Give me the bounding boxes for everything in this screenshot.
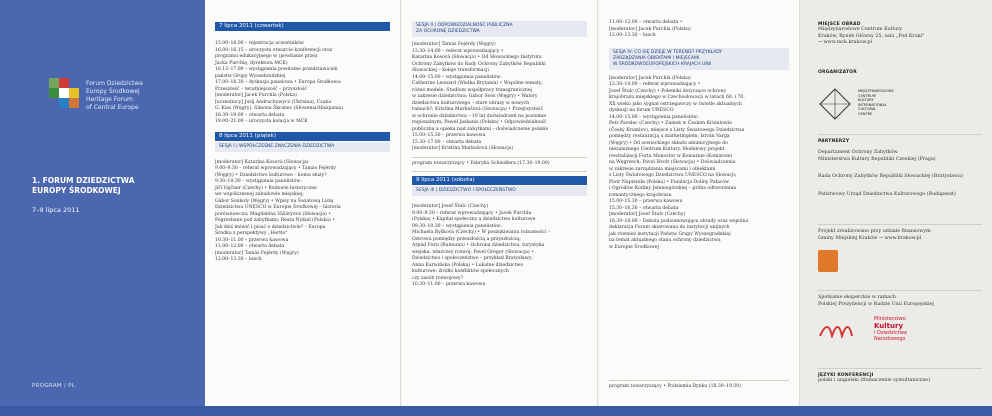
partners-block — [818, 134, 982, 198]
program-line: pomiędzy restauracją a marketingiem; István Varga — [609, 134, 730, 139]
logo-word: CENTRE — [858, 111, 873, 116]
program-line: romantycznego krajobrazu — [609, 192, 672, 198]
program-line: [moderator] Josef Štulc (Czechy) — [609, 212, 686, 217]
krakow-logo-icon — [818, 250, 838, 272]
program-line: kulturowe: źródło konfliktów społecznych — [412, 269, 509, 274]
session-header: SESJA I | WSPÓŁCZESNE ZNACZENIA DZIEDZICTWA — [215, 142, 390, 152]
program-line: Josef Štulc (Czechy) • Polemiki dotyczące ochrony — [609, 88, 727, 94]
program-line: 15.00–16.00 – rejestracja uczestników — [215, 41, 304, 46]
mck-logo — [818, 81, 982, 137]
venue-line: Kraków, Rynek Główny 25, sala „Pod Kruki" — [818, 33, 925, 39]
program-line: 15.00–15.30 – przerwa kawowa — [609, 199, 683, 204]
program-line: Arpád Furu (Rumunia) • Ochrona dziedzictwa, turystyka — [412, 243, 545, 248]
logo-word: CENTRUM — [858, 93, 876, 98]
program-line: rewitalizacji Fortu Monostor w Komarnie (Komárom) — [609, 153, 733, 159]
ministry-logo — [874, 316, 907, 342]
program-line: różne modele. Studium współpracy transgranicznej — [412, 87, 533, 93]
social-program-footer — [609, 376, 789, 391]
program-line: z Listy Światowego Dziedzictwa UNESCO na Słowacji; — [609, 173, 737, 178]
program-column-3 — [599, 0, 800, 416]
logo-line: Heritage Forum — [86, 96, 133, 103]
program-line: [moderator] Tamás Fejérdy (Węgry) — [412, 42, 496, 47]
day-header: 8 lipca 2011 (piątek) — [215, 132, 390, 141]
program-line: 14.00–15.00 – wystąpienia panelistów: — [412, 74, 502, 80]
program-line: Michaela Byšková (Czechy) • W poszukiwaniu tożsamości – — [412, 230, 551, 235]
program-line: jak również instytucji Państw Grupy Wyszegradzkiej — [609, 231, 731, 237]
partner-line: Rada Ochrony Zabytków Republiki Słowackiej (Bratysława) — [818, 174, 963, 180]
day-header: 7 lipca 2011 (czwartek) — [215, 22, 390, 31]
divider — [412, 157, 587, 158]
program-line: 13.30–14.00 – referat wprowadzający • — [412, 48, 504, 54]
venue-line: Międzynarodowe Centrum Kultury — [818, 27, 903, 32]
partner-line: Państwowy Urząd Dziedzictwa Kulturowego (Budapeszt) — [818, 191, 956, 197]
mck-logo-text — [858, 89, 894, 117]
program-line: państw Grupy Wyszehradzkiej — [215, 73, 286, 79]
program-line: 16.15–17.00 – wystąpienia powitalne przedstawicieli — [215, 67, 338, 72]
session2-schedule — [412, 42, 587, 153]
program-line: Jiří Vajčner (Czechy) • Budowle historyczne — [215, 185, 317, 191]
partners-heading: PARTNERZY — [818, 139, 850, 144]
program-line: w Europie Środkowej — [609, 244, 659, 250]
forum-logo — [49, 78, 79, 110]
program-line: Katarína Kosová (Słowacja) • Od Słowackiego Instytutu — [412, 55, 542, 60]
program-line: [moderator] Jacek Purchla (Polska) — [215, 93, 297, 98]
program-line: Anna Karwińska (Polska) • Lokalne dziedzictwo — [412, 262, 524, 268]
program-column-2 — [402, 0, 598, 416]
program-line: 12.00–13.30 – lunch — [609, 33, 656, 38]
program-line: G. Kiss (Węgry), Simona Škrabec (Słowenia/Hiszpania) — [215, 106, 344, 111]
program-line: na temat aktualnego stanu ochrony dziedzictwa — [609, 238, 721, 243]
program-line: porównawcza; Magdaléna Vášáryová (Słowacja) • — [215, 211, 332, 217]
program-line: Dziedzictwa UNESCO w Europie Środkowej – historia — [215, 205, 341, 210]
logo-word: CULTURAL — [858, 107, 877, 112]
event-dates: 7–9 lipca 2011 — [32, 206, 80, 214]
organizer-heading: ORGANIZATOR — [818, 70, 857, 75]
program-line: krajobrazu miejskiego w Czechosłowacji w latach 60. i 70. — [609, 95, 745, 100]
ministry-line: i Dziedzictwa — [874, 330, 907, 337]
title-line: 1. FORUM DZIEDZICTWA — [32, 176, 135, 185]
program-line: 13.30–14.00 – referat wprowadzający • — [609, 82, 701, 87]
session-line: ZA OCHRONĘ DZIEDZICTWA — [416, 29, 480, 34]
program-line: deklaracja Forum skierowana do instytucji unijnych — [609, 225, 730, 230]
program-line: (Węgry) • Dziedzictwo kulturowe – komu służy? — [215, 172, 327, 178]
mck-logo-icon — [818, 87, 852, 121]
program-line: Gábor Sonkoly (Węgry) • Wpisy na Światową Listę — [215, 198, 334, 204]
day-header: 9 lipca 2011 (sobota) — [412, 176, 587, 185]
program-line: 19.00–21.00 – uroczysta kolacja w MCK — [215, 119, 308, 124]
session-header — [609, 48, 789, 70]
partner-line: Departament Ochrony Zabytków — [818, 150, 898, 155]
program-line: 16.30–18.00 – Debata podsumowująca obrady oraz wspólna — [609, 218, 749, 224]
session-line: ZARZĄDZANIA OBIEKTAMI I MIEJSCAMI — [613, 55, 700, 61]
day1-schedule — [215, 41, 390, 126]
program-line: w ochronie dziedzictwa – 10 lat doświadczeń na poziomie — [412, 113, 547, 119]
divider — [609, 380, 789, 381]
venue-link[interactable]: → www.mck.krakow.pl — [818, 40, 873, 46]
logo-line: of Central Europe — [86, 104, 139, 111]
program-line: Pogrzebane pod zabytkami; Beata Nykiel (Polska) • — [215, 218, 335, 223]
session-line: W ŚRODKOWOEUROPEJSKICH KRAJACH UNII — [613, 61, 712, 67]
program-line: [moderator] Kristína Markušová (Słowacja) — [412, 146, 514, 151]
program-line: 16.00–16.15 – uroczyste otwarcie konferencji oraz — [215, 47, 333, 53]
session-line: SESJA II | ODPOWIEDZIALNOŚĆ PUBLICZNA — [416, 23, 513, 28]
logo-line: Europy Środkowej — [86, 88, 140, 95]
languages-heading: JĘZYKI KONFERENCJI — [818, 373, 874, 378]
program-line: [moderator] Jacek Purchla (Polska) — [609, 75, 691, 81]
venue-heading: MIEJSCE OBRAD — [818, 22, 861, 27]
program-line: 14.00–15.00 – wystąpienia panelistów: — [609, 114, 699, 120]
program-line: ramach?; Kristína Markušová (Słowacja) • Przejrzystość — [412, 107, 544, 112]
bottom-band — [0, 406, 992, 416]
program-line: Catherine Leonard (Wielka Brytania) • Wspólne tematy, — [412, 81, 543, 86]
program-line: [moderator] Tamás Fejérdy (Węgry) — [215, 250, 299, 256]
program-line: we współczesnej zabudowie miejskiej; — [215, 192, 304, 197]
program-label: PROGRAM / PL — [32, 383, 76, 389]
divider — [412, 171, 587, 172]
program-line: 10.30–11.00 – przerwa kawowa — [412, 282, 486, 287]
program-line: Przeszłość – teraźniejszość – przyszłość — [215, 86, 307, 92]
program-line: niezależnego Centrum Kultury. Modelowy projekt — [609, 147, 725, 152]
program-line: i Ogrodów Kotliny Jeleniogórskiej – próba odtworzenia — [609, 186, 737, 191]
program-line: 9.00–9.30 – referat wprowadzający • Tamás Fejérdy — [215, 166, 336, 171]
event-title — [32, 176, 192, 196]
session-line: SESJA IV: CO SIĘ DZIEJE W TERENIE? PRZYKŁADY — [613, 49, 723, 55]
funding-line: Projekt zrealizowano przy udziale finansowym — [818, 229, 931, 234]
program-column-1 — [205, 0, 401, 416]
social-program: program towarzyszący • Podziemia Rynku (18.30–19.30) — [609, 384, 741, 389]
program-line: Jacka Purchlę, dyrektora MCK) — [215, 60, 288, 66]
program-line: Ochrony Zabytków do Rady Ochrony Zabytków Republiki — [412, 61, 546, 67]
program-line: Piotr Napierała (Polska) • Fundacja Doliny Pałaców — [609, 179, 730, 185]
ministry-line: Ministerstwo — [874, 316, 906, 323]
program-line: Słowackiej – koleje transformacji — [412, 68, 489, 73]
program-line: 15.30–17.00 – otwarta debata — [412, 139, 482, 145]
program-line: wiejska, właściwy rozwój; Pavel Gregor (Słowacja) • — [412, 249, 534, 255]
program-line: 9.00–9.30 – referat wprowadzający • Jacek Purchla — [412, 210, 532, 216]
partner-line: Ministerstwa Kultury Republiki Czeskiej (Praga) — [818, 156, 936, 162]
logo-text — [86, 80, 143, 112]
social-program: program towarzyszący • Fabryka Schindlera (17.30–19.00) — [412, 160, 550, 166]
program-line: czy zasób rozwojowy? — [412, 275, 463, 281]
program-line: Środka z perspektywy „Herito" — [215, 231, 288, 236]
program-line: XX wieku jako sygnał ostrzegawczy w świetle aktualnych — [609, 101, 742, 107]
organizer-block — [818, 70, 982, 137]
funding-block — [818, 224, 982, 272]
cover-panel — [0, 0, 205, 416]
logo-word: MIĘDZYNARODOWE — [858, 89, 894, 93]
languages-block — [818, 368, 982, 385]
program-line: (Polska) • Kapitał społeczny a dziedzictwo kulturowe — [412, 217, 536, 222]
funding-line: Gminy Miejskiej Kraków → www.krakow.pl — [818, 235, 922, 241]
presidency-logo-icon — [818, 316, 858, 338]
logo-word: INTERNATIONAL — [858, 102, 887, 107]
program-line: [moderator] Katarína Kosová (Słowacja) — [215, 159, 309, 165]
day2-schedule — [215, 160, 390, 264]
program-line: na Węgrzech; Pavol Ižvolt (Słowacja) • Doświadczenia — [609, 160, 736, 165]
presidency-block — [818, 290, 982, 342]
logos-row — [818, 316, 982, 342]
program-line: 11.00–12.00 – otwarta debata • — [609, 20, 683, 25]
program-line: 11.00–12.00 – otwarta debata — [215, 244, 285, 249]
program-line: 09.30–10.30 – wystąpienia panelistów: — [412, 223, 502, 229]
program-line: 9.30–10.30 – wystąpienia panelistów: — [215, 179, 302, 184]
expert-line: Spotkanie eksperckie w ramach — [818, 295, 896, 300]
venue-block — [818, 22, 982, 47]
program-line: 15.30–16.30 – otwarta debata — [609, 205, 679, 211]
program-line: Petr Pavelec (Czechy) • Zamek w Českim Krumlowie — [609, 121, 732, 126]
languages-line: polski i angielski (tłumaczenie symultaniczne) — [818, 378, 930, 383]
program-line: Dziedzictwo i społeczeństwo – przykład Bratysławy; — [412, 256, 533, 261]
program-line: 18.30–19.00 – otwarta debata — [215, 112, 285, 118]
program-line: [moderator] Josef Štulc (Czechy) — [412, 204, 489, 209]
program-line: (Český Krumlov), miejsce z Listy Światowego Dziedzictwa — [609, 127, 745, 133]
program-line: dyskusji na forum UNESCO — [609, 108, 674, 113]
program-line: publiczna a opieka nad zabytkami – doświadczenie polskie — [412, 126, 549, 132]
ministry-line: Kultury — [874, 322, 904, 331]
program-line: 15.00–15.30 – przerwa kawowa — [412, 133, 486, 138]
logo-line: Forum Dziedzictwa — [86, 80, 143, 87]
program-line: Jak dziś mówić i pisać o dziedzictwie? – Europa — [215, 224, 326, 230]
program-line: [moderator] Jacek Purchla (Polska) — [609, 26, 691, 32]
expert-line: Polskiej Prezydencji w Radzie Unii Europejskiej — [818, 301, 934, 307]
program-line: [uczestnicy] Jurij Andruchowycz (Ukraina), Csaba — [215, 99, 332, 105]
logo-word: KULTURY — [858, 98, 874, 103]
ministry-line: Narodowego — [874, 336, 906, 343]
program-line: w zakresie dziedzictwa; Gábor Soós (Węgry) • Walory — [412, 94, 538, 99]
program-line: 12.00–13.30 – lunch — [215, 257, 262, 262]
program-line: w zakresie zarządzania miejscami i obiektami — [609, 166, 716, 172]
session-header: SESJA III | DZIEDZICTWO I SPOŁECZEŃSTWO — [412, 186, 587, 196]
session-header — [412, 21, 587, 37]
program-line: 17.00–18.30 – dyskusja panelowa • Europa Środkowa: — [215, 80, 342, 85]
day3-schedule — [412, 204, 587, 289]
session4-schedule — [609, 76, 789, 252]
program-line: programu edukacyjnego w (powitanie przez — [215, 54, 318, 59]
session3-continuation — [609, 20, 789, 40]
program-line: (Węgry) • Od sowieckiego składu amunicyjnego do — [609, 140, 728, 146]
title-line: EUROPY ŚRODKOWEJ — [32, 186, 121, 195]
info-sidebar — [800, 0, 992, 416]
program-line: dziedzictwa kulturowego – stare obrazy w nowych — [412, 100, 530, 106]
program-line: regionalnym; Paweł Jaskanis (Polska) • Odpowiedzialność — [412, 120, 547, 125]
program-line: Ostrowa pomiędzy przeszłością a przyszłością; — [412, 236, 521, 242]
program-line: 10.30–11.00 – przerwa kawowa — [215, 237, 289, 243]
